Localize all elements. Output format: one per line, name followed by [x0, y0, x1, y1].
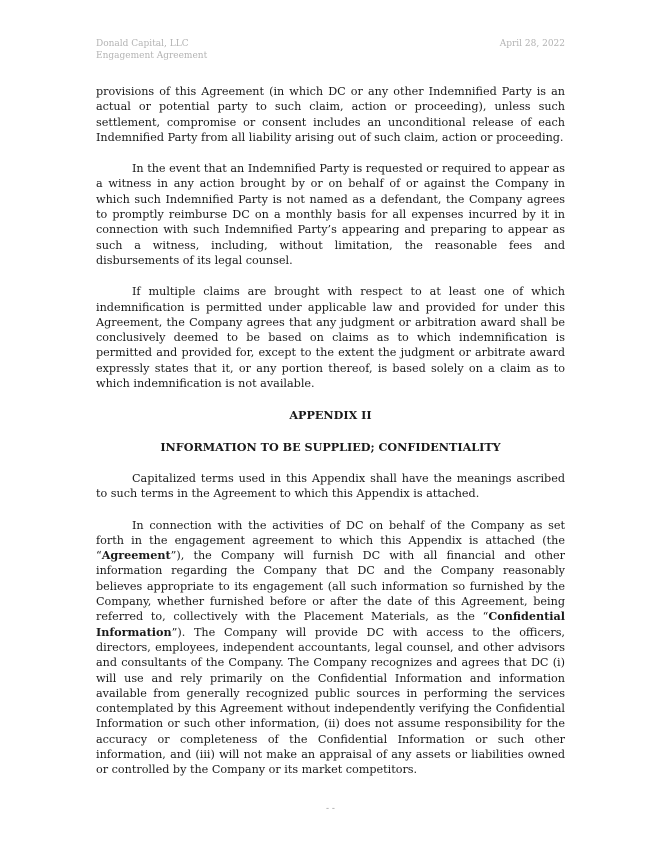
paragraph-continuation: provisions of this Agreement (in which DC or any other Indemnified Party is an actual or potential party to such claim, action or proceeding), unless such settlement, compromise or consent includes an unconditional release of each Indemnified Party from all liability arising out of such claim, action or proceeding. — [96, 85, 565, 144]
p5-part1: In connection with the activities of DC on behalf of the Company as set forth in the engagement agreement to which this Appendix is attached (the “ — [96, 518, 565, 563]
defined-term-confidential-information: Confidential Information — [96, 609, 565, 639]
header-document-type: Engagement Agreement — [96, 51, 208, 61]
paragraph-multiple-claims: If multiple claims are brought with respect to at least one of which indemnification is permitted under applicable law and provided for under this Agreement, the Company agrees that any judgment or arbitration award shall be conclusively deemed to be based on claims as to which indemnification is permitted and provided for, except to the extent the judgment or arbitrate award expressly states that it, or any portion thereof, is based solely on a claim as to which indemnification is not available. — [96, 285, 565, 391]
appendix-heading: APPENDIX II — [289, 408, 372, 423]
header-company: Donald Capital, LLC — [96, 39, 189, 49]
paragraph-information-supplied — [96, 518, 565, 778]
header-date: April 28, 2022 — [499, 39, 565, 49]
header-left — [96, 38, 207, 62]
appendix-title: INFORMATION TO BE SUPPLIED; CONFIDENTIALITY — [160, 439, 501, 454]
document-body — [96, 84, 565, 794]
paragraph-capitalized-terms: Capitalized terms used in this Appendix shall have the meanings ascribed to such terms in the Agreement to which this Appendix is attached. — [96, 471, 565, 501]
defined-term-agreement: Agreement — [101, 548, 171, 563]
p5-part3: ”). The Company will provide DC with access to the officers, directors, employees, independent accountants, legal counsel, and other advisors and consultants of the Company. The Company recognizes and agrees that DC (i) will use and rely primarily on the Confidential Information and information available from generally recognized public sources in performing the services contemplated by this Agreement without independently verifying the Confidential Information or such other information, (ii) does not assume responsibility for the accuracy or completeness of the Confidential Information or such other information, and (iii) will not make an appraisal of any assets or liabilities owned or controlled by the Company or its market competitors. — [96, 625, 565, 777]
page-header — [96, 38, 565, 68]
page-number: - - — [326, 804, 335, 814]
p5-part2: ”), the Company will furnish DC with all financial and other information regarding the Company that DC and the Company reasonably believes appropriate to its engagement (all such information so furnished by the Company, whether furnished before or after the date of this Agreement, being referred to, collectively with the Placement Materials, as the “ — [96, 549, 565, 624]
paragraph-witness-reimbursement: In the event that an Indemnified Party is requested or required to appear as a witness in any action brought by or on behalf of or against the Company in which such Indemnified Party is not named as a defendant, the Company agrees to promptly reimburse DC on a monthly basis for all expenses incurred by it in connection with such Indemnified Party’s appearing and preparing to appear as such a witness, including, without limitation, the reasonable fees and disbursements of its legal counsel. — [96, 162, 565, 267]
